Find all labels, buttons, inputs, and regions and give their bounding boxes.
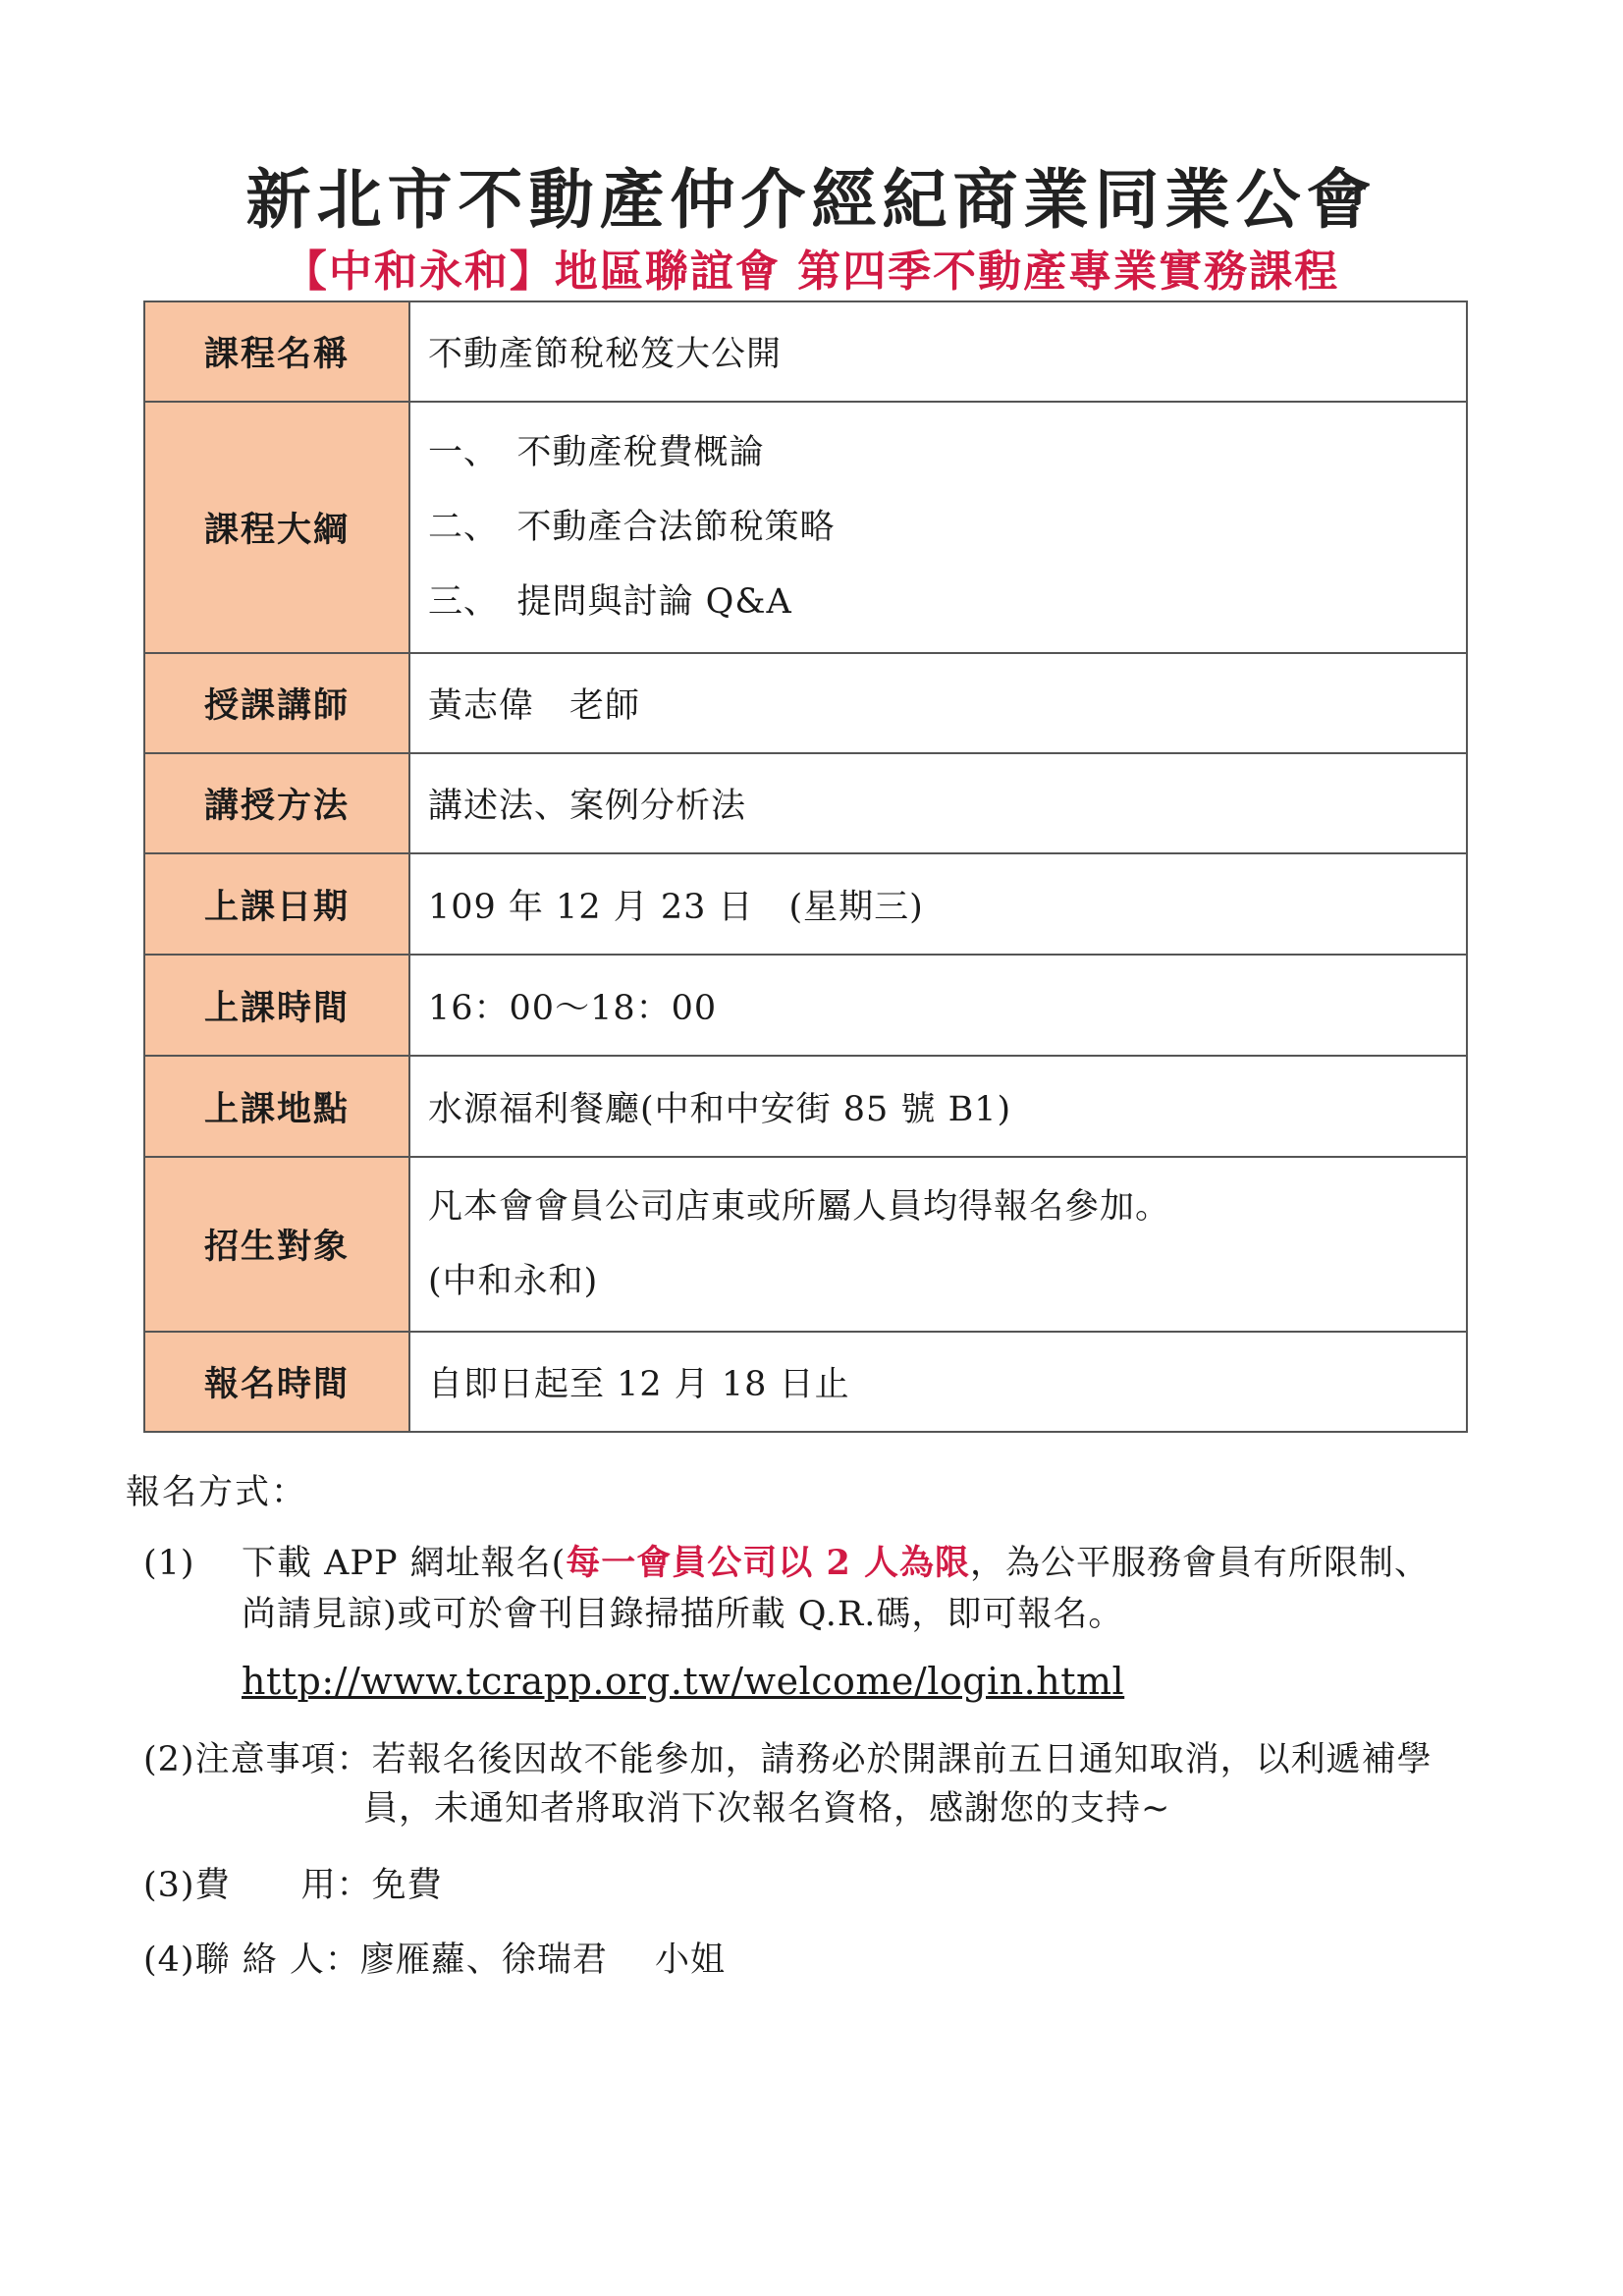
time-value: 16：00～18：00 (409, 955, 1467, 1056)
outline-item: 二、 不動產合法節稅策略 (428, 508, 836, 547)
registration-period-label: 報名時間 (144, 1332, 409, 1432)
registration-item-2-line2: 員，未通知者將取消下次報名資格，感謝您的支持~ (363, 1789, 1171, 1829)
registration-item-1-number: (1) (143, 1544, 195, 1583)
registration-item-1-text-cont: ，為公平服務會員有所限制、 (970, 1544, 1431, 1583)
table-row (144, 853, 1467, 955)
method-label: 講授方法 (144, 753, 409, 853)
method-value: 講述法、案例分析法 (409, 753, 1467, 853)
table-row (144, 1332, 1467, 1432)
audience-line: (中和永和) (428, 1262, 599, 1301)
audience-line: 凡本會會員公司店東或所屬人員均得報名參加。 (428, 1187, 1171, 1227)
time-label: 上課時間 (144, 955, 409, 1056)
table-row (144, 1157, 1467, 1332)
registration-limit-note: 每一會員公司以 2 人為限 (566, 1543, 971, 1583)
outline-item: 三、 提問與討論 Q&A (428, 582, 792, 622)
registration-item-1-text: 下載 APP 網址報名( (242, 1544, 567, 1583)
outline-item: 一、 不動產稅費概論 (428, 433, 765, 472)
registration-heading: 報名方式： (126, 1473, 308, 1512)
registration-item-1 (242, 1538, 1430, 1589)
instructor-value: 黃志偉 老師 (409, 653, 1467, 753)
audience-value (409, 1157, 1467, 1332)
instructor-label: 授課講師 (144, 653, 409, 753)
table-row (144, 402, 1467, 653)
registration-item-3: (3)費 用：免費 (143, 1866, 443, 1905)
registration-item-1-line2: 尚請見諒)或可於會刊目錄掃描所載 Q.R.碼，即可報名。 (242, 1595, 1124, 1634)
outline-label: 課程大綱 (144, 402, 409, 653)
table-row (144, 1056, 1467, 1157)
registration-item-2-line1: (2)注意事項：若報名後因故不能參加，請務必於開課前五日通知取消，以利遞補學 (143, 1740, 1433, 1779)
outline-value (409, 402, 1467, 653)
table-row (144, 955, 1467, 1056)
location-label: 上課地點 (144, 1056, 409, 1157)
date-value: 109 年 12 月 23 日 (星期三) (409, 853, 1467, 955)
location-value: 水源福利餐廳(中和中安街 85 號 B1) (409, 1056, 1467, 1157)
page-title: 新北市不動產仲介經紀商業同業公會 (245, 161, 1378, 238)
registration-period-value: 自即日起至 12 月 18 日止 (409, 1332, 1467, 1432)
course-info-table (143, 301, 1468, 1433)
registration-url-link[interactable]: http://www.tcrapp.org.tw/welcome/login.html (242, 1660, 1125, 1703)
course-name-value: 不動產節稅秘笈大公開 (409, 301, 1467, 402)
audience-label: 招生對象 (144, 1157, 409, 1332)
course-name-label: 課程名稱 (144, 301, 409, 402)
page-subtitle: 【中和永和】地區聯誼會 第四季不動產專業實務課程 (283, 246, 1340, 297)
table-row (144, 301, 1467, 402)
table-row (144, 653, 1467, 753)
table-row (144, 753, 1467, 853)
registration-item-4: (4)聯 絡 人：廖雁蘿、徐瑞君 小姐 (143, 1941, 726, 1980)
date-label: 上課日期 (144, 853, 409, 955)
